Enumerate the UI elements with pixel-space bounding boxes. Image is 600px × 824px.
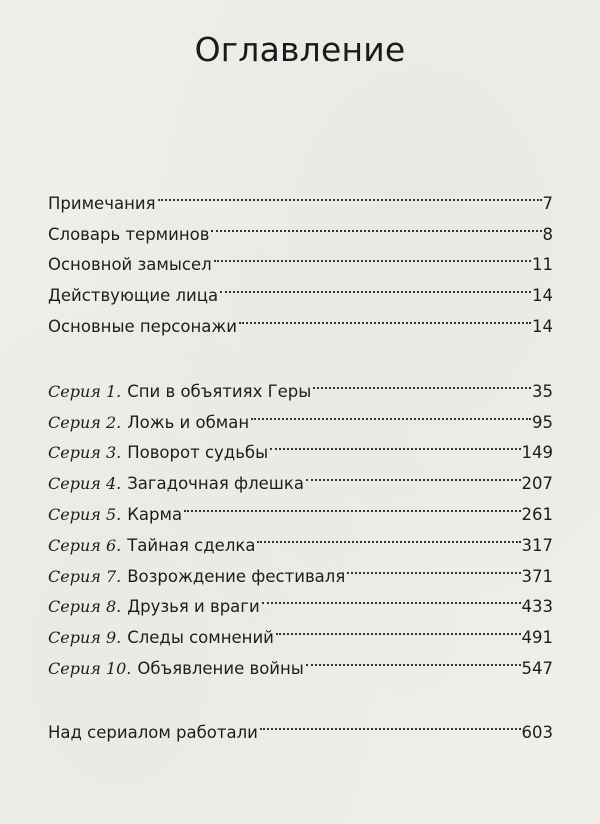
toc-entry-title: Основные персонажи [48, 316, 237, 336]
toc-entry [48, 707, 553, 742]
toc-entry-page: 317 [521, 535, 553, 555]
toc-entry-page: 371 [521, 566, 553, 586]
series-title: Загадочная флешка [127, 474, 304, 494]
series-number: Серия 4. [48, 474, 122, 494]
toc-entry-page: 14 [532, 316, 553, 336]
dot-leader [306, 643, 521, 674]
series-number: Серия 2. [48, 412, 122, 432]
series-number: Серия 3. [48, 443, 122, 463]
toc-series-entry [48, 366, 553, 401]
toc-entry-page: 95 [532, 412, 553, 432]
series-number: Серия 9. [48, 628, 122, 648]
dot-leader [211, 209, 541, 240]
series-number: Серия 6. [48, 535, 122, 555]
toc-entry-page: 547 [521, 658, 553, 678]
back-matter-list [48, 707, 553, 742]
dot-leader [313, 366, 531, 397]
toc-entry [48, 178, 553, 213]
series-title: Карма [127, 504, 183, 524]
series-list [48, 366, 553, 678]
series-title: Объявление войны [137, 658, 304, 678]
toc-entry-page: 433 [521, 597, 553, 617]
toc-entry-title: Примечания [48, 193, 156, 213]
dot-leader [347, 551, 520, 582]
toc-entry-page: 14 [532, 286, 553, 306]
toc-entry-page: 11 [532, 255, 553, 275]
series-number: Серия 1. [48, 381, 122, 401]
series-title: Следы сомнений [127, 628, 274, 648]
series-number: Серия 5. [48, 504, 122, 524]
dot-leader [306, 458, 521, 489]
dot-leader [270, 428, 520, 459]
series-title: Ложь и обман [127, 412, 250, 432]
page-title: Оглавление [194, 30, 406, 69]
dot-leader [239, 301, 531, 332]
dot-leader [184, 489, 520, 520]
series-number: Серия 10. [48, 658, 132, 678]
dot-leader [257, 520, 520, 551]
toc-entry-page: 261 [521, 504, 553, 524]
toc-entry-page: 149 [521, 443, 553, 463]
dot-leader [158, 178, 542, 209]
series-title: Друзья и враги [127, 597, 260, 617]
dot-leader [260, 707, 521, 738]
toc-entry-page: 7 [542, 193, 553, 213]
series-title: Возрождение фестиваля [127, 566, 346, 586]
dot-leader [251, 397, 531, 428]
toc-entry-title: Словарь терминов [48, 224, 210, 244]
toc-entry-title: Основной замысел [48, 255, 212, 275]
dot-leader [214, 240, 531, 271]
toc-entry-title: Действующие лица [48, 286, 219, 306]
table-of-contents [48, 178, 553, 742]
series-title: Поворот судьбы [127, 443, 269, 463]
toc-entry-page: 603 [521, 722, 553, 742]
series-title: Спи в объятиях Геры [127, 381, 312, 401]
toc-entry-page: 8 [542, 224, 553, 244]
toc-entry-page: 35 [532, 381, 553, 401]
dot-leader [262, 582, 521, 613]
toc-entry-title: Над сериалом работали [48, 722, 258, 742]
series-title: Тайная сделка [127, 535, 256, 555]
toc-entry-page: 207 [521, 474, 553, 494]
series-number: Серия 7. [48, 566, 122, 586]
dot-leader [220, 270, 531, 301]
series-number: Серия 8. [48, 597, 122, 617]
toc-entry-page: 491 [521, 628, 553, 648]
front-matter-list [48, 178, 553, 336]
dot-leader [276, 612, 521, 643]
